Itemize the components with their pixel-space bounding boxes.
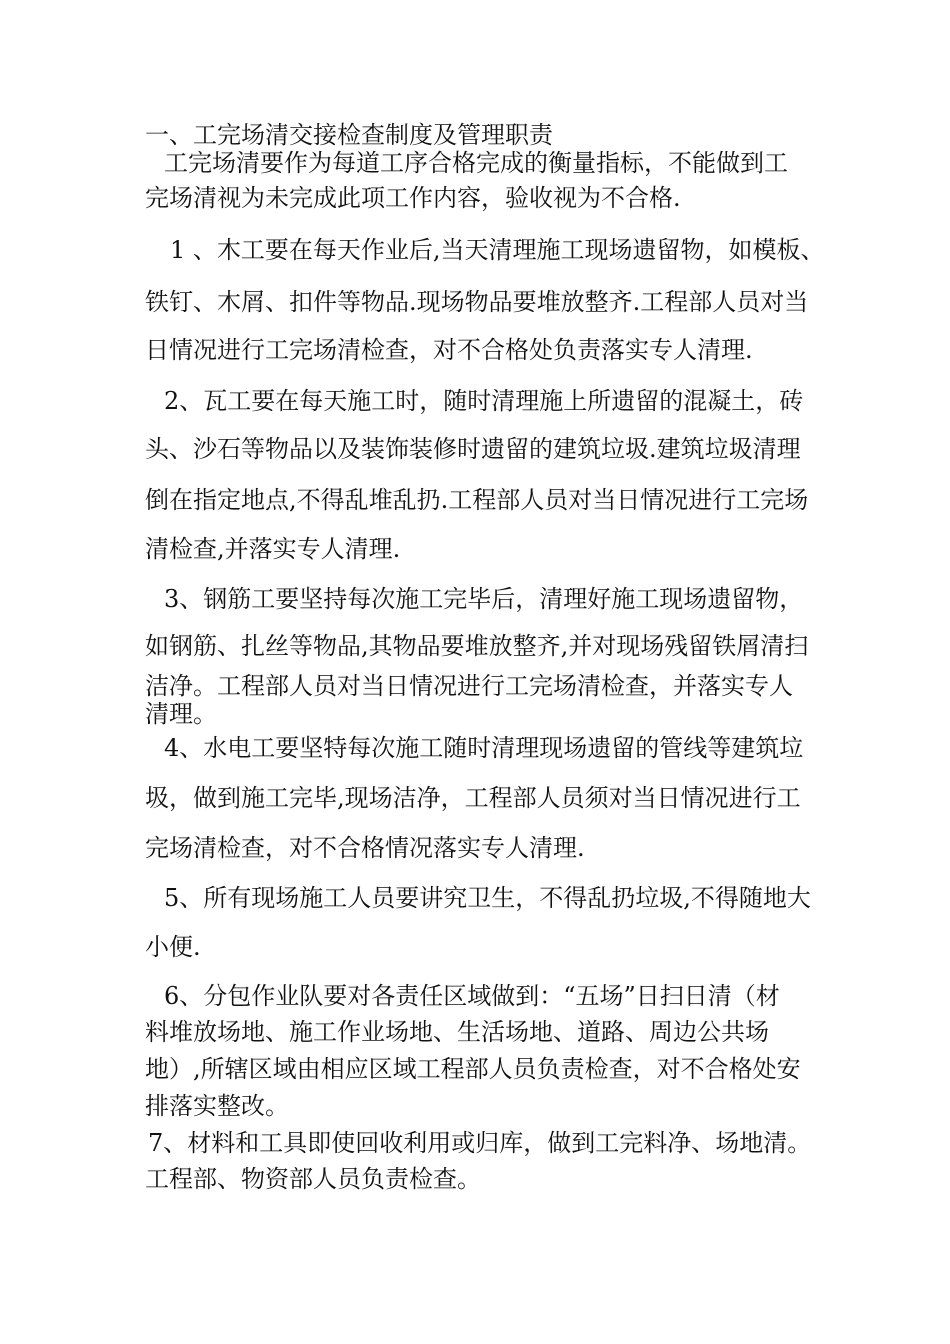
paragraph-line: 6、分包作业队要对各责任区域做到：“五场”日扫日清（材	[164, 982, 780, 1010]
paragraph-line: 4、水电工要坚特每次施工随时清理现场遗留的管线等建筑垃	[164, 734, 804, 762]
paragraph-line: 铁钉、木屑、扣件等物品.现场物品要堆放整齐.工程部人员对当	[145, 288, 809, 316]
document-title: 一、工完场清交接检查制度及管理职责	[145, 121, 553, 149]
paragraph-line: 小便.	[145, 933, 201, 961]
paragraph-line: 完场清检查，对不合格情况落实专人清理.	[145, 834, 585, 862]
paragraph-line: 料堆放场地、施工作业场地、生活场地、道路、周边公共场	[145, 1018, 769, 1046]
paragraph-line: 7、材料和工具即使回收利用或归库，做到工完料净、场地清。	[148, 1129, 812, 1157]
paragraph-line: 圾，做到施工完毕,现场洁净，工程部人员须对当日情况进行工	[145, 784, 801, 812]
paragraph-line: 头、沙石等物品以及装饰装修时遗留的建筑垃圾.建筑垃圾清理	[145, 435, 801, 463]
paragraph-line: 排落实整改。	[145, 1092, 289, 1120]
paragraph-line: 2、瓦工要在每天施工时，随时清理施上所遗留的混凝土，砖	[164, 387, 804, 415]
paragraph-line: 洁净。工程部人员对当日情况进行工完场清检查，并落实专人	[145, 672, 793, 700]
paragraph-line: 3、钢筋工要坚持每次施工完毕后，清理好施工现场遗留物，	[164, 585, 804, 613]
paragraph-line: 工完场清要作为每道工序合格完成的衡量指标，不能做到工	[164, 149, 788, 177]
paragraph-line: 倒在指定地点,不得乱堆乱扔.工程部人员对当日情况进行工完场	[145, 486, 809, 514]
paragraph-line: 5、所有现场施工人员要讲究卫生，不得乱扔垃圾,不得随地大	[164, 884, 811, 912]
paragraph-line: 如钢筋、扎丝等物品,其物品要堆放整齐,并对现场残留铁屑清扫	[145, 632, 809, 660]
paragraph-line: 清检查,并落实专人清理.	[145, 535, 401, 563]
paragraph-line: 完场清视为未完成此项工作内容，验收视为不合格.	[145, 184, 681, 212]
paragraph-line: 清理。	[145, 700, 217, 728]
paragraph-line: 日情况进行工完场清检查，对不合格处负责落实专人清理.	[145, 336, 753, 364]
paragraph-line: 1 、木工要在每天作业后,当天清理施工现场遗留物，如模板、	[170, 236, 825, 264]
paragraph-line: 地）,所辖区域由相应区域工程部人员负责检查，对不合格处安	[145, 1055, 801, 1083]
paragraph-line: 工程部、物资部人员负责检查。	[145, 1165, 481, 1193]
